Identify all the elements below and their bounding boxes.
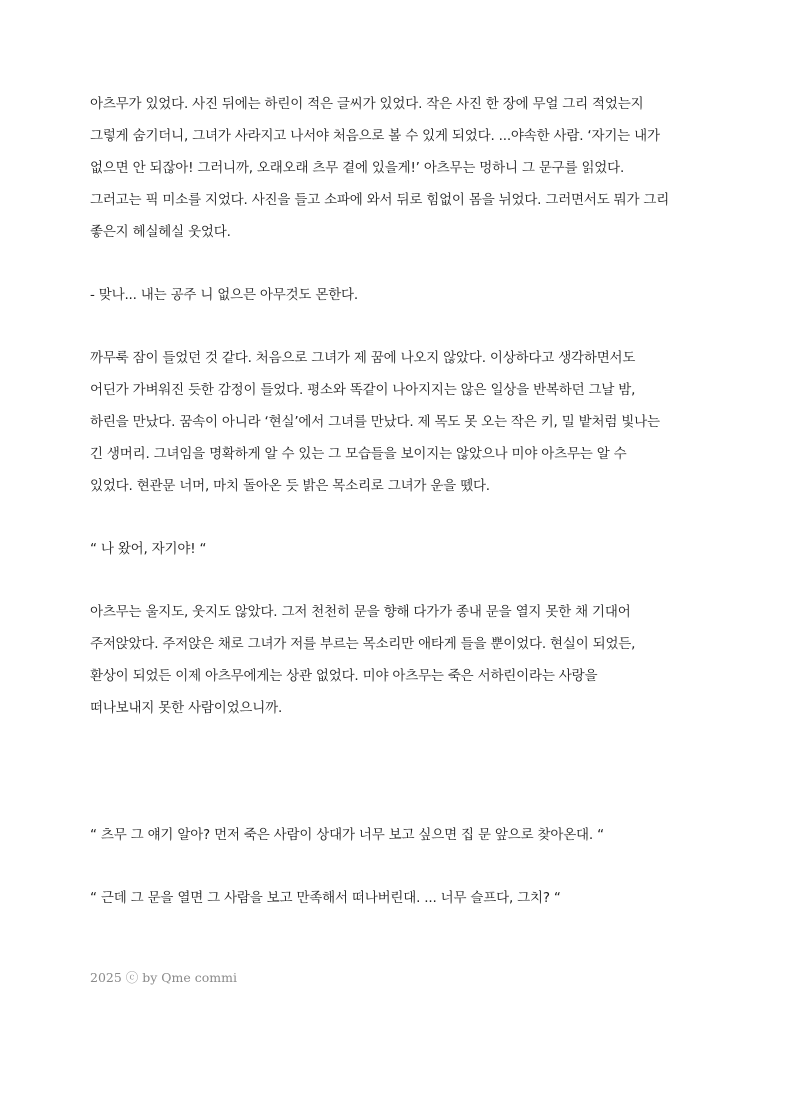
text-line: 있었다. 현관문 너머, 마치 돌아온 듯 밝은 목소리로 그녀가 운을 뗐다. (90, 478, 490, 494)
text-line: “ 나 왔어, 자기야! “ (90, 541, 207, 557)
paragraph-spacer (90, 851, 710, 882)
dialogue-quote (90, 882, 710, 914)
text-line: - 맞나... 내는 공주 니 없으믄 아무것도 몬한다. (90, 287, 358, 303)
text-line: 주저앉았다. 주저앉은 채로 그녀가 저를 부르는 목소리만 애타게 들을 뿐이었다. 현실이 되었든, (90, 636, 636, 652)
dialogue-quote (90, 533, 710, 565)
paragraph-spacer (90, 311, 710, 342)
paragraph-spacer (90, 502, 710, 533)
copyright-footer: 2025 ⓒ by Qme commi (90, 970, 237, 985)
story-paragraph (90, 596, 710, 724)
text-line: 그러고는 픽 미소를 지었다. 사진을 들고 소파에 와서 뒤로 힘없이 몸을 뉘었다. 그러면서도 뭐가 그리 (90, 192, 670, 208)
text-line: “ 츠무 그 얘기 알아? 먼저 죽은 사람이 상대가 너무 보고 싶으면 집 문 앞으로 찾아온대. “ (90, 827, 604, 843)
text-line: 환상이 되었든 이제 아츠무에게는 상관 없었다. 미야 아츠무는 죽은 서하린이라는 사랑을 (90, 668, 598, 684)
text-line: 아츠무는 울지도, 웃지도 않았다. 그저 천천히 문을 향해 다가가 종내 문을 열지 못한 채 기대어 (90, 604, 631, 620)
text-line: “ 근데 그 문을 열면 그 사람을 보고 만족해서 떠나버린대. ... 너무 슬프다, 그치? “ (90, 890, 561, 906)
story-page (90, 88, 710, 988)
paragraph-spacer (90, 248, 710, 279)
text-line: 없으면 안 되잖아! 그러니까, 오래오래 츠무 곁에 있을게!’ 아츠무는 멍하니 그 문구를 읽었다. (90, 160, 625, 176)
text-line: 그렇게 숨기더니, 그녀가 사라지고 나서야 처음으로 볼 수 있게 되었다. ...야속한 사람. ‘자기는 내가 (90, 128, 660, 144)
story-line (90, 279, 710, 311)
text-line: 긴 생머리. 그녀임을 명확하게 알 수 있는 그 모습들을 보이지는 않았으나 미야 아츠무는 알 수 (90, 446, 627, 462)
text-line: 어딘가 가벼워진 듯한 감정이 들었다. 평소와 똑같이 나아지지는 않은 일상을 반복하던 그날 밤, (90, 382, 636, 398)
dialogue-quote (90, 819, 710, 851)
text-line: 떠나보내지 못한 사람이었으니까. (90, 700, 283, 716)
story-paragraph (90, 342, 710, 502)
footer-spacer (90, 914, 710, 968)
section-spacer (90, 724, 710, 819)
text-line: 하린을 만났다. 꿈속이 아니라 ‘현실’에서 그녀를 만났다. 제 목도 못 오는 작은 키, 밀 밭처럼 빛나는 (90, 414, 660, 430)
story-paragraph (90, 88, 710, 248)
text-line: 좋은지 헤실헤실 웃었다. (90, 224, 231, 240)
text-line: 아츠무가 있었다. 사진 뒤에는 하린이 적은 글씨가 있었다. 작은 사진 한 장에 무얼 그리 적었는지 (90, 96, 644, 112)
text-line: 까무룩 잠이 들었던 것 같다. 처음으로 그녀가 제 꿈에 나오지 않았다. 이상하다고 생각하면서도 (90, 350, 636, 366)
paragraph-spacer (90, 565, 710, 596)
